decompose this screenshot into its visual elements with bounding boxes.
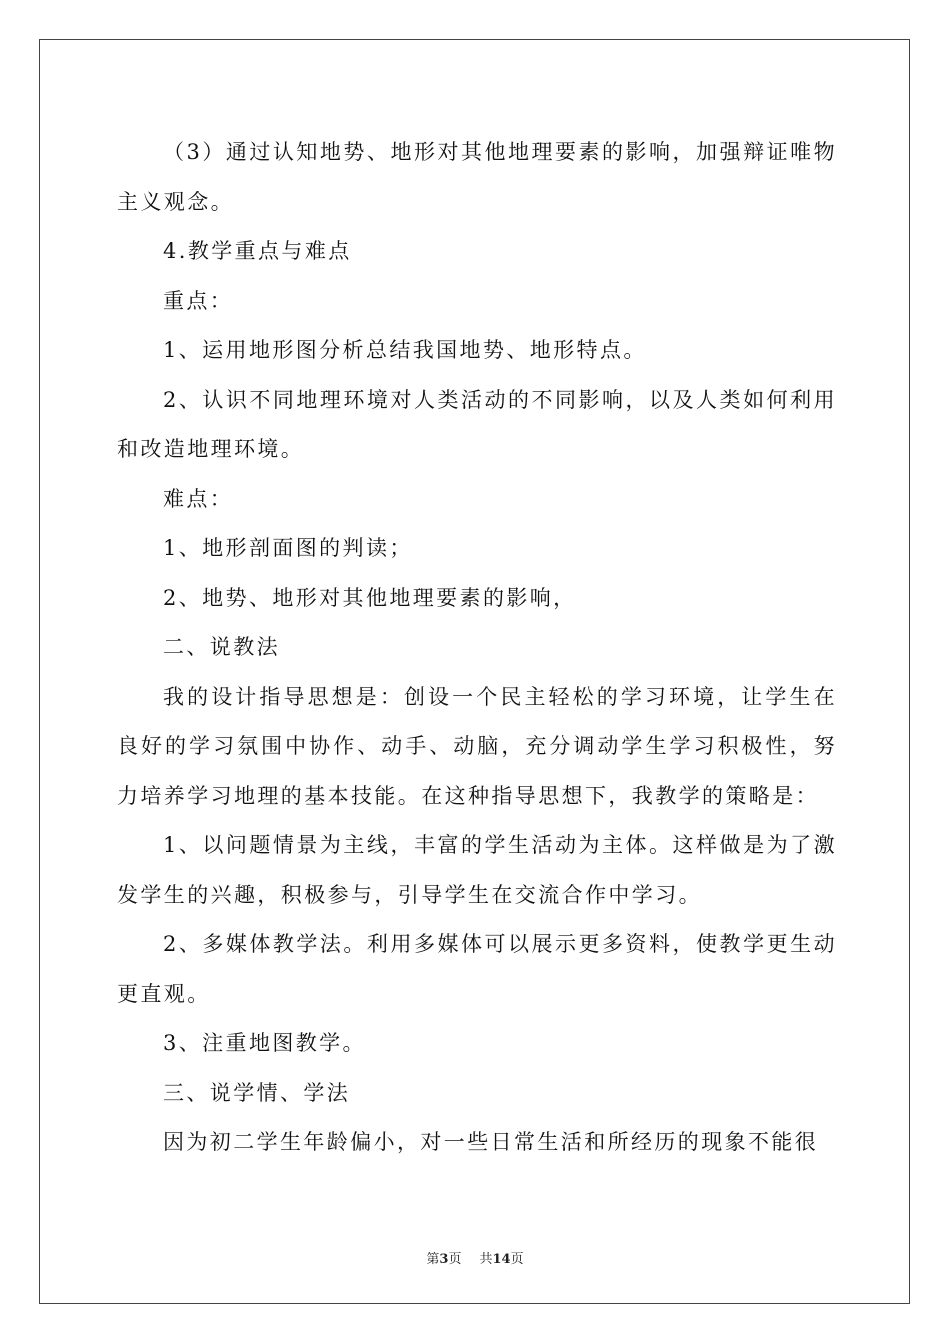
strategy-2: 2、多媒体教学法。利用多媒体可以展示更多资料，使教学更生动更直观。 [117,932,837,1006]
label-key-points: 重点： [163,288,234,313]
footer-total-pages: 14 [492,1252,511,1267]
heading-key-points-difficulties: 4.教学重点与难点 [163,239,352,263]
difficulty-2: 2、地势、地形对其他地理要素的影响， [163,585,577,610]
difficulty-1: 1、地形剖面图的判读； [163,536,413,560]
footer-total-prefix: 共 [479,1252,493,1267]
paragraph-learning-situation: 因为初二学生年龄偏小，对一些日常生活和所经历的现象不能很 [163,1130,819,1154]
key-point-2: 2、认识不同地理环境对人类活动的不同影响，以及人类如何利用和改造地理环境。 [117,387,837,461]
paragraph-objective-3: （3）通过认知地势、地形对其他地理要素的影响，加强辩证唯物主义观念。 [117,140,837,214]
footer-page-suffix: 页 [448,1252,462,1267]
document-body [117,128,837,1168]
key-point-1: 1、运用地形图分析总结我国地势、地形特点。 [163,338,647,362]
strategy-1: 1、以问题情景为主线，丰富的学生活动为主体。这样做是为了激发学生的兴趣，积极参与，引导学生在交流合作中学习。 [117,833,837,907]
heading-learning-situation: 三、说学情、学法 [163,1080,351,1105]
footer-page-prefix: 第 [426,1252,440,1267]
footer-page-number: 3 [439,1252,449,1267]
label-difficulties: 难点： [163,486,234,511]
paragraph-design-philosophy: 我的设计指导思想是：创设一个民主轻松的学习环境，让学生在良好的学习氛围中协作、动手、动脑，充分调动学生学习积极性，努力培养学习地理的基本技能。在这种指导思想下，我教学的策略是： [117,684,837,808]
page-footer [0,1248,950,1267]
heading-teaching-methods: 二、说教法 [163,635,280,659]
strategy-3: 3、注重地图教学。 [163,1031,366,1055]
footer-total-suffix: 页 [510,1252,524,1267]
